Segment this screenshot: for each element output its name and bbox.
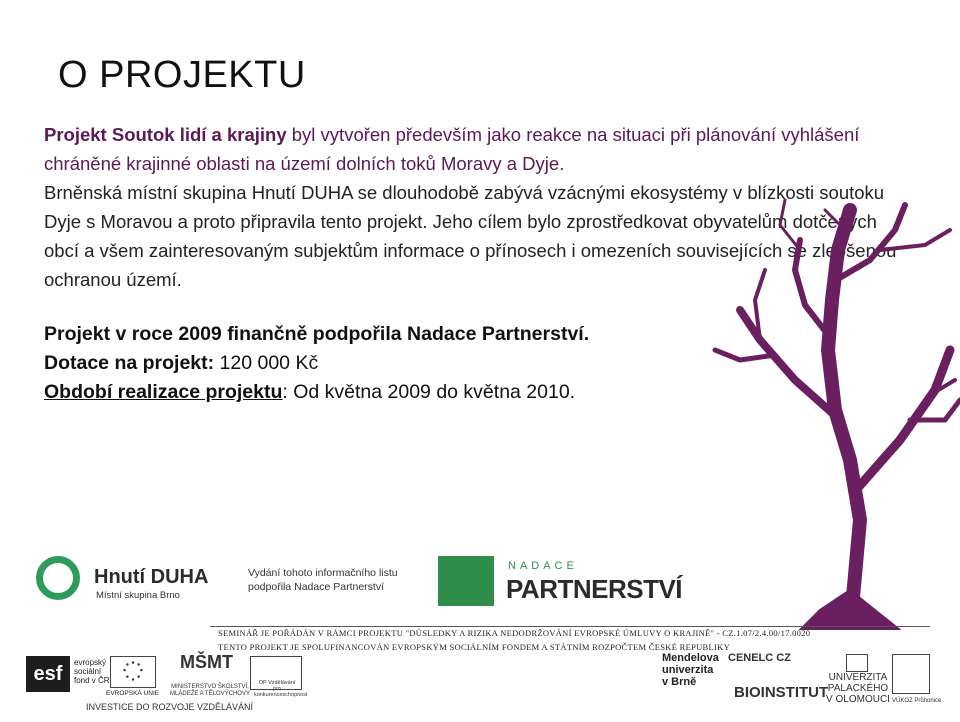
seminar-note-line-1: SEMINÁŘ JE POŘÁDÁN V RÁMCI PROJEKTU "DŮSLEDKY A RIZIKA NEDODRŽOVÁNÍ EVROPSKÉ ÚMLUVY O KRAJINĚ" - CZ.1.07/2.4.00/17.0020 (218, 628, 811, 638)
hnuti-duha-logo-icon (36, 556, 80, 600)
funding-line: Projekt v roce 2009 finančně podpořila Nadace Partnerství. (44, 323, 590, 345)
cenelc-logo: CENELC CZ (728, 652, 791, 664)
bioinstitut-logo: BIOINSTITUT (734, 684, 829, 701)
period-line (44, 378, 589, 407)
upol-seal-icon (846, 654, 868, 672)
period-value: : Od května 2009 do května 2010. (282, 381, 576, 403)
investment-slogan: INVESTICE DO ROZVOJE VZDĚLÁVÁNÍ (86, 702, 254, 712)
footer-divider (210, 626, 930, 627)
vukoz-logo-icon (892, 654, 930, 694)
nadace-partnerstvi-logo-icon (438, 556, 494, 606)
mendelova-univerzita-logo: Mendelova univerzita v Brně (662, 652, 719, 688)
intro-paragraph-2: Brněnská místní skupina Hnutí DUHA se dlouhodobě zabývá vzácnými ekosystémy v blízkosti soutoku Dyje s Moravou a proto připravila tento projekt. Jeho cílem bylo zprostředkovat obyvatelům dotčených obcí a všem zainteresovaným subjektům informace o přínosech i omezeních souvisejících se zlepšenou ochranou území. (44, 182, 897, 290)
msmt-logo-icon: MŠMT (180, 652, 233, 672)
grant-label: Dotace na projekt: (44, 352, 215, 374)
grant-value: 120 000 Kč (214, 352, 319, 374)
funding-block (44, 320, 589, 407)
intro-line-1-rest: byl vytvořen především jako reakce na situaci při plánování vyhlášení chráněné krajinné oblasti na území dolních toků Moravy a Dyje. (44, 124, 860, 174)
vukoz-label: VÚKOZ Průhonice (892, 698, 942, 704)
grant-line (44, 349, 589, 378)
esf-logo-icon: esf (26, 656, 70, 692)
page-title: O PROJEKTU (58, 54, 306, 96)
eu-label: EVROPSKÁ UNIE (106, 690, 160, 697)
intro-paragraph-1 (44, 120, 914, 178)
op-vk-label: OP Vzdělávání pro konkurenceschopnost (254, 680, 308, 698)
eu-flag-icon (110, 656, 156, 688)
publication-support-note: Vydání tohoto informačního listu podpořila Nadace Partnerství (248, 567, 398, 593)
nadace-label: NADACE (508, 560, 578, 572)
partnerstvi-label: PARTNERSTVÍ (506, 574, 683, 604)
hnuti-duha-subtitle: Místní skupina Brno (96, 590, 180, 601)
univerzita-palackeho-logo: UNIVERZITA PALACKÉHO V OLOMOUCI (826, 672, 890, 705)
seminar-note-line-2: TENTO PROJEKT JE SPOLUFINANCOVÁN EVROPSKÝM SOCIÁLNÍM FONDEM A STÁTNÍM ROZPOČTEM ČESKÉ REPUBLIKY (218, 642, 731, 652)
tree-illustration (700, 190, 960, 630)
period-label: Období realizace projektu (44, 381, 283, 403)
msmt-label: MINISTERSTVO ŠKOLSTVÍ, MLÁDEŽE A TĚLOVÝCHOVY (170, 684, 250, 697)
esf-logo-text: evropský sociální fond v ČR (74, 658, 110, 685)
project-name: Projekt Soutok lidí a krajiny (44, 124, 287, 145)
hnuti-duha-name: Hnutí DUHA (94, 566, 209, 588)
